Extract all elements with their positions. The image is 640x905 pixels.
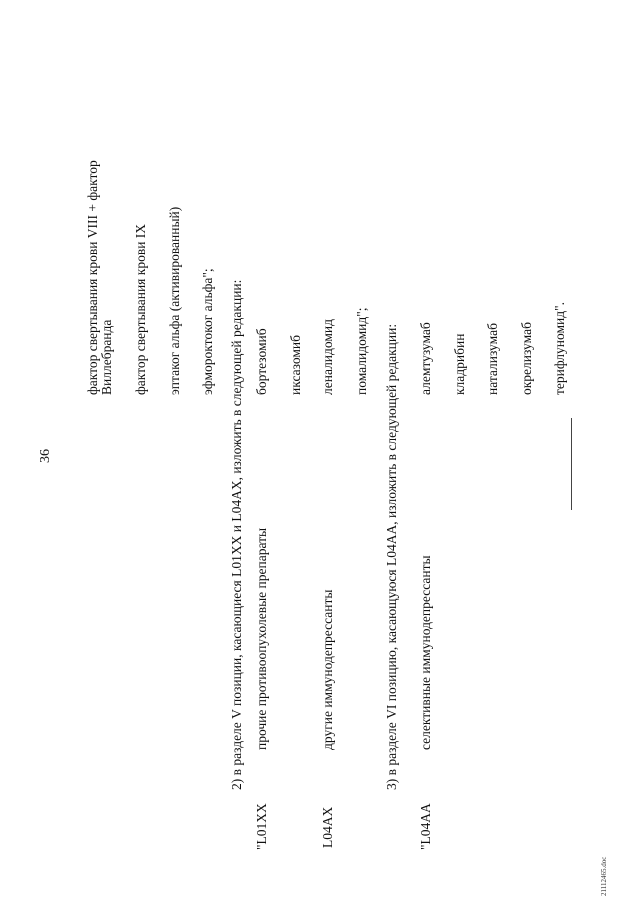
table-code: L04AX [320, 806, 335, 848]
list-item: эфмороктоког альфа"; [200, 268, 215, 395]
table-drug: бортезомиб [254, 328, 269, 395]
list-item: эптаког альфа (активированный) [167, 206, 182, 395]
separator-line [571, 418, 572, 510]
table-group: другие иммунодепрессанты [320, 589, 335, 750]
table-code: "L01XX [254, 803, 269, 850]
list-item: фактор свертывания крови VIII + фактор [85, 160, 100, 395]
footer-filename: 21112465.doc [600, 856, 608, 896]
section-heading: 3) в разделе VI позицию, касающуюся L04AA, изложить в следующей редакции: [384, 323, 399, 790]
table-drug: натализумаб [485, 323, 500, 395]
list-item: фактор свертывания крови IX [133, 223, 148, 395]
table-drug: кладрибин [452, 333, 467, 395]
section-heading: 2) в разделе V позиции, касающиеся L01XX и L04AX, изложить в следующей редакции: [229, 279, 244, 790]
table-group: прочие противоопухолевые препараты [254, 527, 269, 750]
table-drug: леналидомид [320, 318, 335, 395]
list-item: Виллебранда [99, 319, 114, 395]
table-drug: алемтузумаб [418, 322, 433, 395]
page-number: 36 [38, 449, 53, 463]
table-drug: окрелизумаб [519, 322, 534, 395]
table-drug: помалидомид"; [354, 307, 369, 395]
table-group: селективные иммунодепрессанты [418, 555, 433, 750]
table-drug: терифлуномид". [552, 301, 567, 395]
table-drug: иксазомиб [288, 335, 303, 395]
table-code: "L04AA [418, 803, 433, 850]
